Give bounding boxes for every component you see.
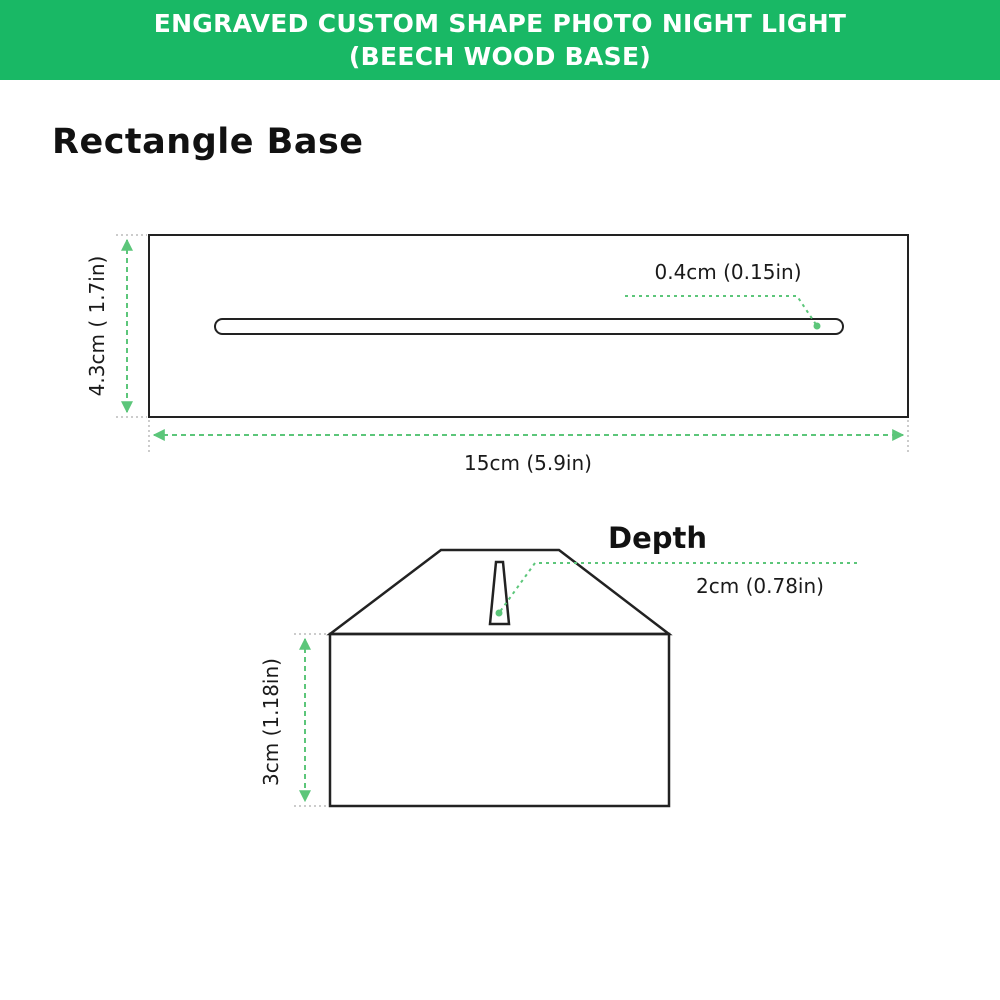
banner-title-line-2: (BEECH WOOD BASE)	[348, 42, 652, 71]
banner-title-line-1: ENGRAVED CUSTOM SHAPE PHOTO NIGHT LIGHT	[153, 9, 847, 38]
depth-callout-dot	[496, 610, 503, 617]
width-dimension-label: 15cm (5.9in)	[464, 451, 592, 475]
slot-callout-dot	[814, 323, 821, 330]
slot-outline	[215, 319, 843, 334]
side-view-base-block	[330, 634, 669, 806]
slot-width-label: 0.4cm (0.15in)	[654, 260, 802, 284]
depth-dimension-label: 2cm (0.78in)	[696, 574, 824, 598]
slot-callout-leader	[625, 296, 817, 326]
side-height-dimension-label: 3cm (1.18in)	[259, 658, 283, 786]
depth-heading: Depth	[608, 521, 708, 555]
section-title-rectangle-base: Rectangle Base	[52, 122, 364, 162]
height-dimension-label: 4.3cm ( 1.7in)	[85, 255, 109, 397]
